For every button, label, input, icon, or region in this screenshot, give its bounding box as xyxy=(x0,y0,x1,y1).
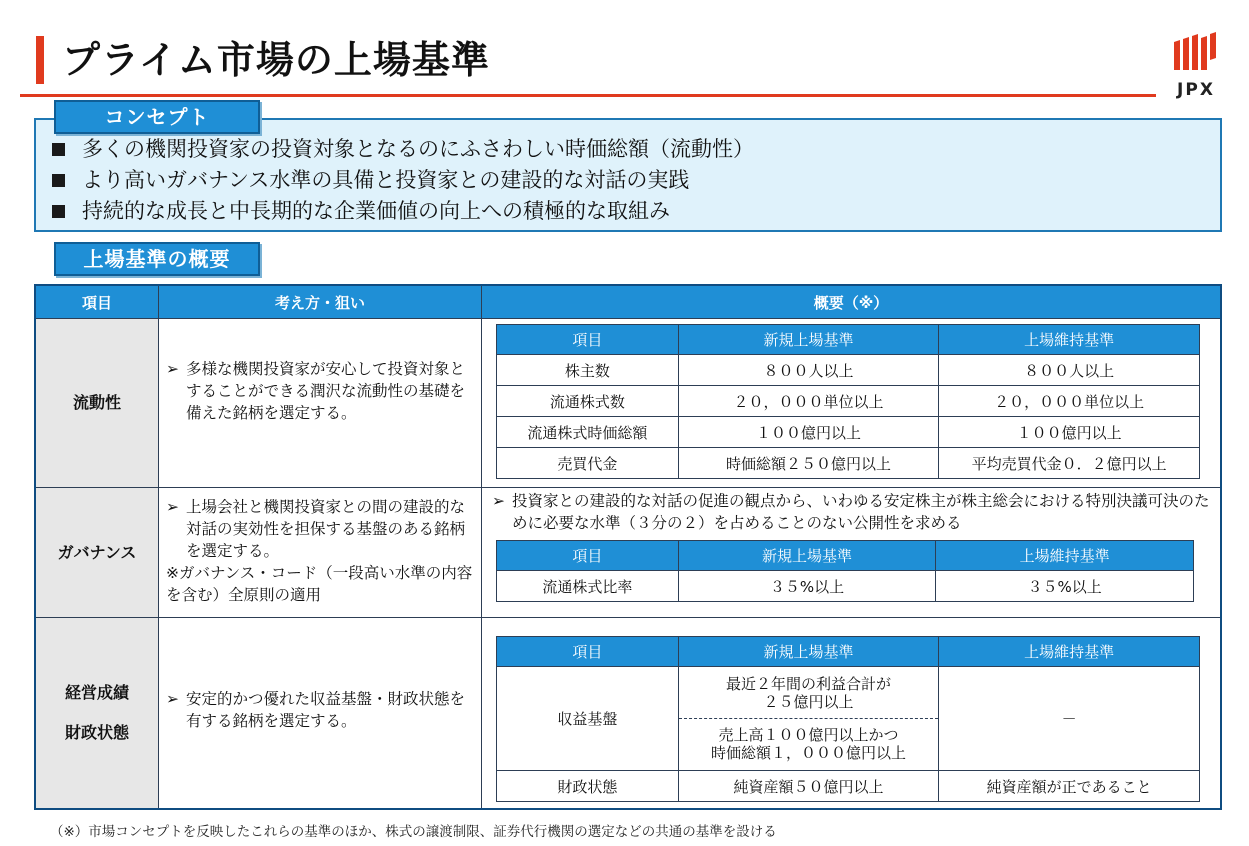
grid-line xyxy=(36,617,1220,618)
grid-line xyxy=(158,286,159,808)
row-label-earnings: 経営成績 xyxy=(64,683,129,702)
overview-tab-label: 上場基準の概要 xyxy=(54,242,260,276)
sub-header-keep: 上場維持基準 xyxy=(936,541,1194,571)
finance-criteria-table xyxy=(496,636,1200,802)
list-item: 持続的な成長と中長期的な企業価値の向上への積極的な取組み xyxy=(52,196,754,227)
sub-header-new: 新規上場基準 xyxy=(678,541,936,571)
liquidity-description: ➢ 多様な機関投資家が安心して投資対象とすることができる潤沢な流動性の基礎を備えた銘柄を選定する。 xyxy=(166,360,466,422)
row-label-governance: ガバナンス xyxy=(57,543,137,562)
liquidity-criteria-table xyxy=(496,324,1200,479)
table-row: 売買代金 時価総額２５０億円以上 平均売買代金０．２億円以上 xyxy=(497,448,1200,479)
finance-description: ➢ 安定的かつ優れた収益基盤・財政状態を有する銘柄を選定する。 xyxy=(166,690,466,730)
square-bullet-icon xyxy=(52,205,65,218)
title-accent-bar xyxy=(36,36,44,84)
column-header-approach: 考え方・狙い xyxy=(159,286,481,318)
governance-note: ※ガバナンス・コード（一段高い水準の内容を含む）全原則の適用 xyxy=(166,564,473,604)
sub-header-keep: 上場維持基準 xyxy=(939,325,1200,355)
square-bullet-icon xyxy=(52,143,65,156)
footnote: （※）市場コンセプトを反映したこれらの基準のほか、株式の譲渡制限、証券代行機関の選定などの共通の基準を設ける xyxy=(50,824,777,840)
overview-table xyxy=(34,284,1222,810)
sub-header-new: 新規上場基準 xyxy=(678,637,939,667)
jpx-logo-mark-icon xyxy=(1172,32,1218,76)
governance-criteria-table xyxy=(496,540,1194,602)
row-label-liquidity: 流動性 xyxy=(72,393,121,412)
row-label-financial-position: 財政状態 xyxy=(64,723,129,742)
grid-line xyxy=(36,487,1220,488)
grid-line xyxy=(36,318,1220,319)
jpx-logo xyxy=(1168,30,1224,102)
sub-header-item: 項目 xyxy=(497,325,679,355)
governance-summary: ➢ 投資家との建設的な対話の促進の観点から、いわゆる安定株主が株主総会における特別決議可決のために必要な水準（３分の２）を占めることのない公開性を求める xyxy=(492,492,1210,532)
logo-text: JPX xyxy=(1177,80,1215,100)
table-row: 財政状態 純資産額５０億円以上 純資産額が正であること xyxy=(497,771,1200,802)
table-row: 収益基盤 最近２年間の利益合計が ２５億円以上 売上高１００億円以上かつ 時価総額１，０００億円以上 － xyxy=(497,667,1200,771)
page-title: プライム市場の上場基準 xyxy=(62,38,490,82)
table-row: 株主数 ８００人以上 ８００人以上 xyxy=(497,355,1200,386)
grid-line xyxy=(481,286,482,808)
title-divider xyxy=(20,94,1156,97)
sub-header-keep: 上場維持基準 xyxy=(939,637,1200,667)
concept-list xyxy=(52,134,754,227)
list-item: より高いガバナンス水準の具備と投資家との建設的な対話の実践 xyxy=(52,165,754,196)
square-bullet-icon xyxy=(52,174,65,187)
concept-tab-label: コンセプト xyxy=(54,100,260,134)
table-row: 流通株式数 ２０，０００単位以上 ２０，０００単位以上 xyxy=(497,386,1200,417)
sub-header-new: 新規上場基準 xyxy=(678,325,939,355)
list-item: 多くの機関投資家の投資対象となるのにふさわしい時価総額（流動性） xyxy=(52,134,754,165)
table-row: 流通株式時価総額 １００億円以上 １００億円以上 xyxy=(497,417,1200,448)
sub-header-item: 項目 xyxy=(497,637,679,667)
sub-header-item: 項目 xyxy=(497,541,679,571)
column-header-summary: 概要（※） xyxy=(482,286,1220,318)
governance-description: ➢ 上場会社と機関投資家との間の建設的な対話の実効性を担保する基盤のある銘柄を選定する。 ※ガバナンス・コード（一段高い水準の内容を含む）全原則の適用 xyxy=(166,496,476,606)
table-row: 流通株式比率 ３５%以上 ３５%以上 xyxy=(497,571,1194,602)
column-header-item: 項目 xyxy=(36,286,158,318)
